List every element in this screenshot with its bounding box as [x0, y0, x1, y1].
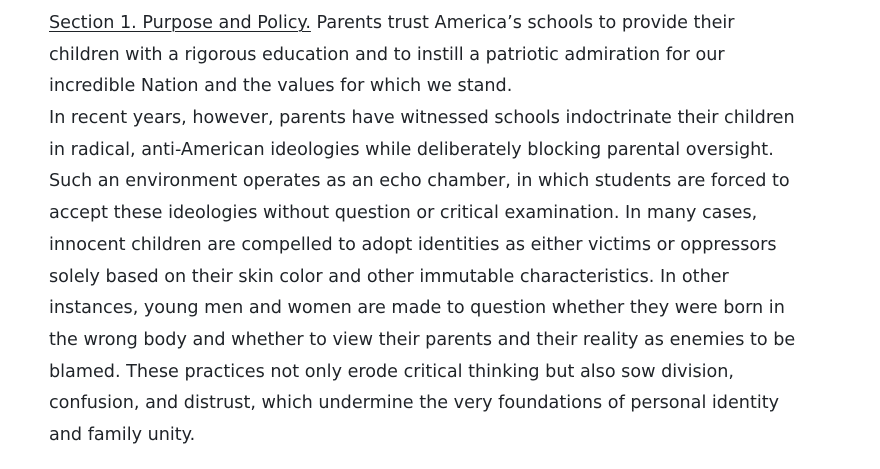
paragraph-line: the wrong body and whether to view their parents and their reality as enemies to be [49, 329, 796, 350]
paragraph-line: in radical, anti-American ideologies while deliberately blocking parental oversight. [49, 139, 774, 160]
paragraph-line: children with a rigorous education and to instill a patriotic admiration for our [49, 44, 725, 65]
paragraph-line: instances, young men and women are made to question whether they were born in [49, 298, 785, 319]
paragraph-line: blamed. These practices not only erode critical thinking but also sow division, [49, 361, 735, 382]
section-heading[interactable]: Section 1. Purpose and Policy. [49, 13, 311, 33]
paragraph-line: In recent years, however, parents have witnessed schools indoctrinate their children [49, 108, 795, 129]
paragraph-line [49, 8, 849, 40]
paragraph-line: solely based on their skin color and other immutable characteristics. In other [49, 266, 729, 287]
paragraph-line: accept these ideologies without question or critical examination. In many cases, [49, 203, 758, 224]
paragraph-line: innocent children are compelled to adopt identities as either victims or oppressors [49, 234, 777, 255]
paragraph-line: confusion, and distrust, which undermine the very foundations of personal identity [49, 393, 780, 414]
paragraph-line: Such an environment operates as an echo chamber, in which students are forced to [49, 171, 790, 192]
paragraph-line: and family unity. [49, 424, 196, 445]
paragraph-line: incredible Nation and the values for which we stand. [49, 76, 513, 97]
paragraph-text: Parents trust America’s schools to provide their [310, 13, 735, 33]
document-body [49, 8, 849, 452]
